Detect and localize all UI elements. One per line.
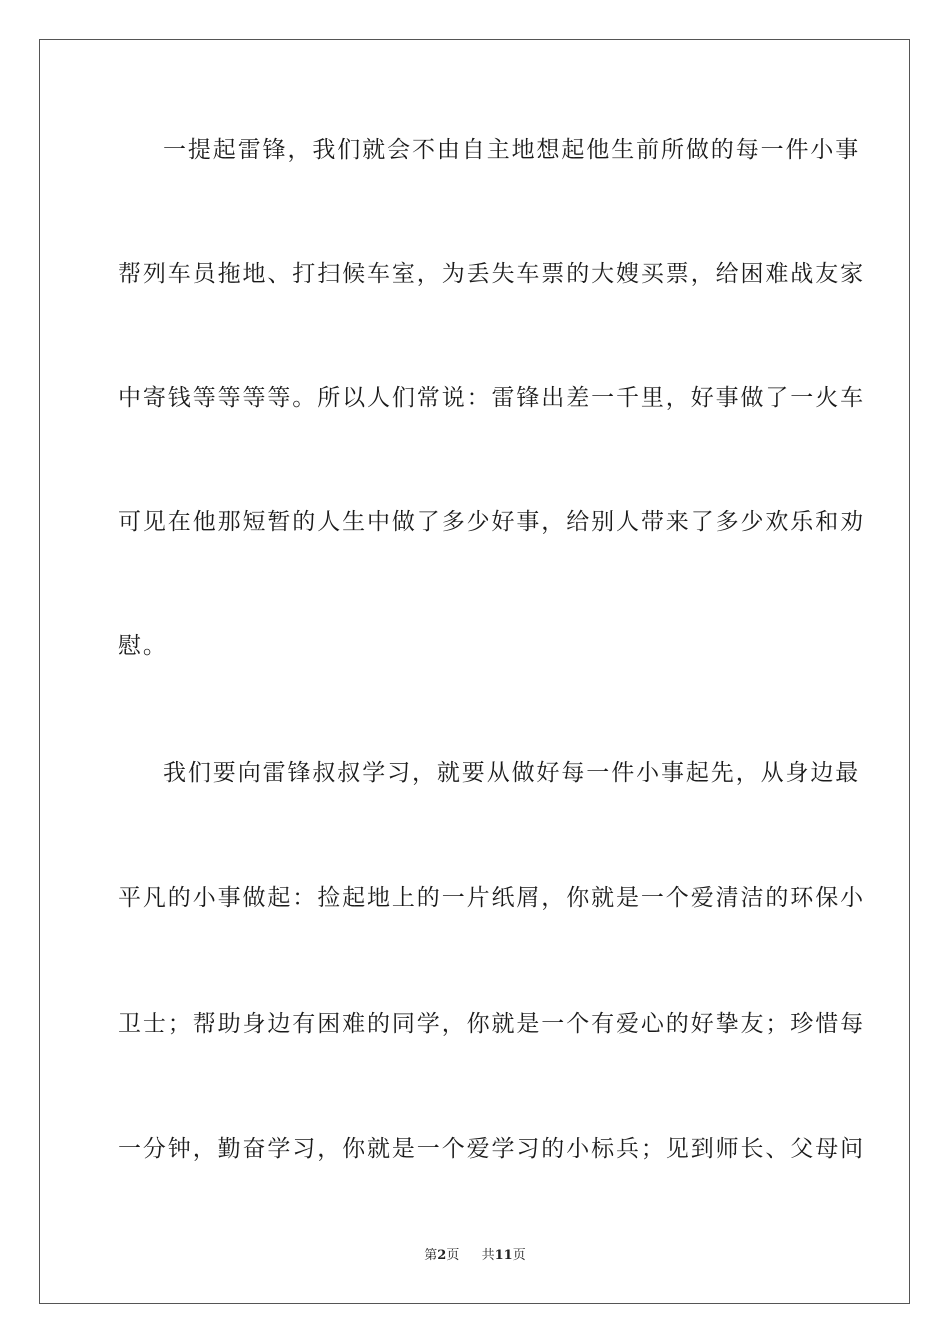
page-suffix: 页 [446,1248,460,1263]
paragraph-2-line-4: 一分钟，勤奋学习，你就是一个爱学习的小标兵；见到师长、父母问 [118,1136,865,1162]
total-pages: 11 [494,1248,513,1263]
total-pages-label [482,1247,526,1265]
page-footer [0,1247,950,1265]
paragraph-2-line-2: 平凡的小事做起：捡起地上的一片纸屑，你就是一个爱清洁的环保小 [118,885,865,911]
page-number: 2 [437,1248,447,1263]
paragraph-2-line-1: 我们要向雷锋叔叔学习，就要从做好每一件小事起先，从身边最 [163,760,861,786]
paragraph-1-line-5: 慰。 [118,633,168,659]
page-frame [39,39,910,1304]
total-prefix: 共 [481,1248,495,1263]
paragraph-1-line-4: 可见在他那短暂的人生中做了多少好事，给别人带来了多少欢乐和劝 [118,509,865,535]
paragraph-2-line-3: 卫士；帮助身边有困难的同学，你就是一个有爱心的好挚友；珍惜每 [118,1011,865,1037]
page-number-label [424,1247,459,1265]
total-suffix: 页 [512,1248,526,1263]
paragraph-1-line-2: 帮列车员拖地、打扫候车室，为丢失车票的大嫂买票，给困难战友家 [118,261,865,287]
paragraph-1-line-3: 中寄钱等等等等。所以人们常说：雷锋出差一千里，好事做了一火车 [118,385,865,411]
paragraph-1-line-1: 一提起雷锋，我们就会不由自主地想起他生前所做的每一件小事 [163,137,861,163]
page-prefix: 第 [424,1248,438,1263]
